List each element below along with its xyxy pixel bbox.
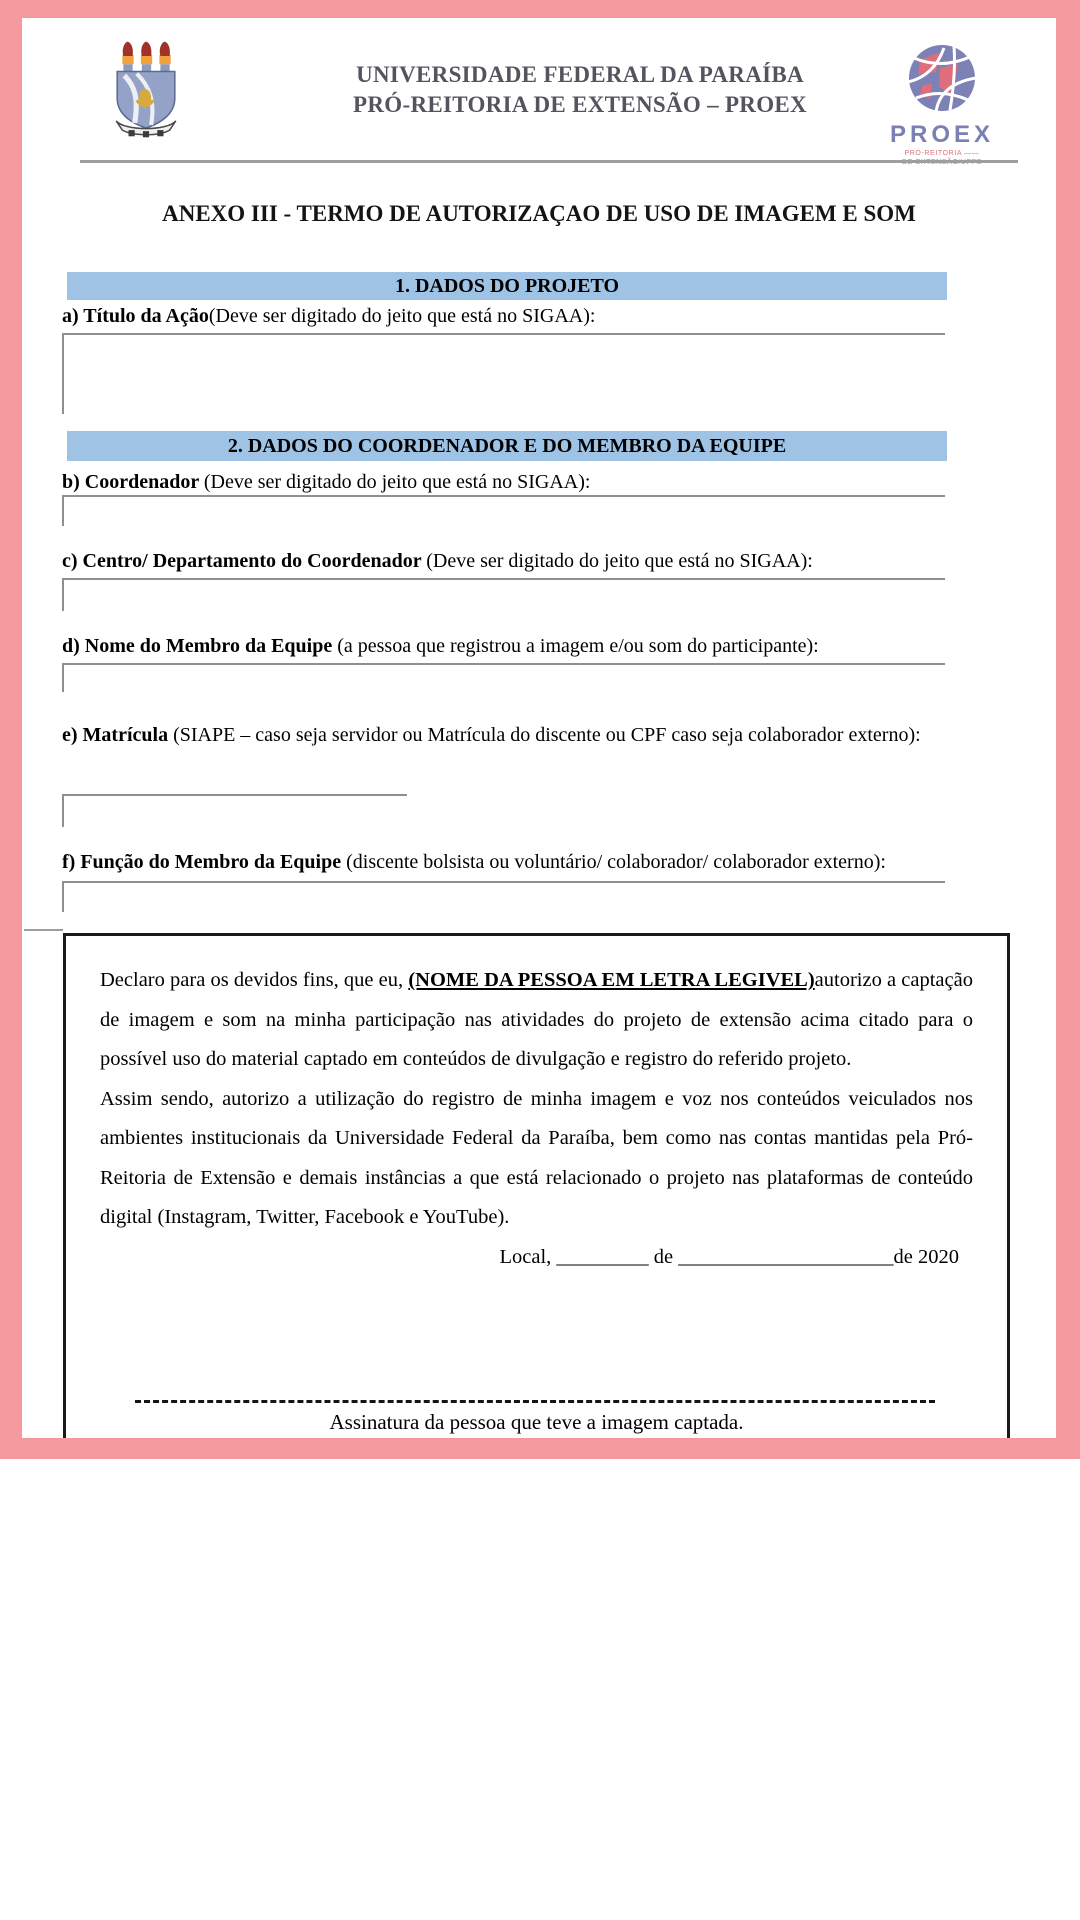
proex-wordmark: PROEX bbox=[889, 121, 995, 148]
field-f-label-bold: f) Função do Membro da Equipe bbox=[62, 851, 347, 873]
document-page bbox=[22, 18, 1056, 1438]
signature-caption: Assinatura da pessoa que teve a imagem captada. bbox=[329, 1410, 744, 1434]
org-line1: UNIVERSIDADE FEDERAL DA PARAÍBA bbox=[356, 62, 804, 87]
declaration-name-placeholder: (NOME DA PESSOA EM LETRA LEGIVEL) bbox=[408, 969, 815, 991]
torch-flames bbox=[122, 42, 170, 74]
proex-logo bbox=[882, 42, 1002, 167]
declaration-p1-pre: Declaro para os devidos fins, que eu, bbox=[100, 969, 409, 991]
header-divider bbox=[80, 160, 1018, 163]
local-date-line: Local, _________ de _____________________de 2020 bbox=[499, 1245, 959, 1268]
field-b-label-bold: b) Coordenador bbox=[62, 471, 204, 493]
field-b-label-rest: (Deve ser digitado do jeito que está no SIGAA): bbox=[203, 471, 591, 493]
section-2-heading: 2. DADOS DO COORDENADOR E DO MEMBRO DA EQUIPE bbox=[67, 431, 947, 461]
declaration-paragraph-2: Assim sendo, autorizo a utilização do registro de minha imagem e voz nos conteúdos veiculados nos ambientes institucionais da Universidade Federal da Paraíba, bem como nas contas mantidas pela Pró-Reitoria de Extensão e demais instâncias a que está relacionado o projeto nas plataformas de conteúdo digital (Instagram, Twitter, Facebook e YouTube). bbox=[100, 1087, 973, 1228]
field-e-label-rest: (SIAPE – caso seja servidor ou Matrícula do discente ou CPF caso seja colaborador externo): bbox=[173, 724, 921, 746]
declaration-p1-post: autorizo a captação de imagem e som na minha participação nas atividades do projeto de extensão acima citado para o possível uso do material captado em conteúdos de divulgação e registro do referido projeto. bbox=[100, 969, 973, 1070]
declaration-box bbox=[63, 933, 1010, 1438]
field-d-label-rest: (a pessoa que registrou a imagem e/ou som do participante): bbox=[337, 635, 819, 657]
field-c-label-rest: (Deve ser digitado do jeito que está no SIGAA): bbox=[426, 550, 813, 572]
document-title: ANEXO III - TERMO DE AUTORIZAÇAO DE USO DE IMAGEM E SOM bbox=[162, 201, 916, 226]
field-e-label-bold: e) Matrícula bbox=[62, 724, 174, 746]
field-d-label bbox=[62, 632, 1018, 661]
field-f-label-rest: (discente bolsista ou voluntário/ colaborador/ colaborador externo): bbox=[346, 851, 886, 873]
field-c-label bbox=[62, 547, 1018, 576]
org-line2: PRÓ-REITORIA DE EXTENSÃO – PROEX bbox=[353, 92, 807, 117]
field-e-label bbox=[62, 721, 1007, 750]
section-1-heading: 1. DADOS DO PROJETO bbox=[67, 272, 947, 300]
field-a-label-bold: a) Título da Ação bbox=[62, 305, 209, 327]
field-d-label-bold: d) Nome do Membro da Equipe bbox=[62, 635, 338, 657]
field-a-label-rest: (Deve ser digitado do jeito que está no SIGAA): bbox=[208, 305, 596, 327]
field-c-input-area[interactable] bbox=[62, 578, 945, 611]
field-d-input-area[interactable] bbox=[62, 663, 945, 692]
field-b-label bbox=[62, 468, 1018, 497]
field-c-label-bold: c) Centro/ Departamento do Coordenador bbox=[62, 550, 427, 572]
field-e-input-area[interactable] bbox=[62, 794, 407, 827]
org-name-block bbox=[280, 60, 880, 120]
field-f-input-area[interactable] bbox=[62, 881, 945, 912]
field-a-label bbox=[62, 302, 1018, 331]
field-a-input-area[interactable] bbox=[62, 333, 945, 414]
proex-globe-icon bbox=[906, 101, 978, 118]
signature-line[interactable] bbox=[135, 1400, 935, 1403]
ufpb-crest-icon bbox=[110, 40, 182, 140]
declaration-paragraph-1 bbox=[100, 961, 973, 1080]
field-b-input-area[interactable] bbox=[62, 495, 945, 526]
field-f-label bbox=[62, 848, 1018, 877]
proex-tagline1: PRÓ-REITORIA —— bbox=[904, 150, 980, 157]
margin-tick-line bbox=[24, 929, 63, 931]
